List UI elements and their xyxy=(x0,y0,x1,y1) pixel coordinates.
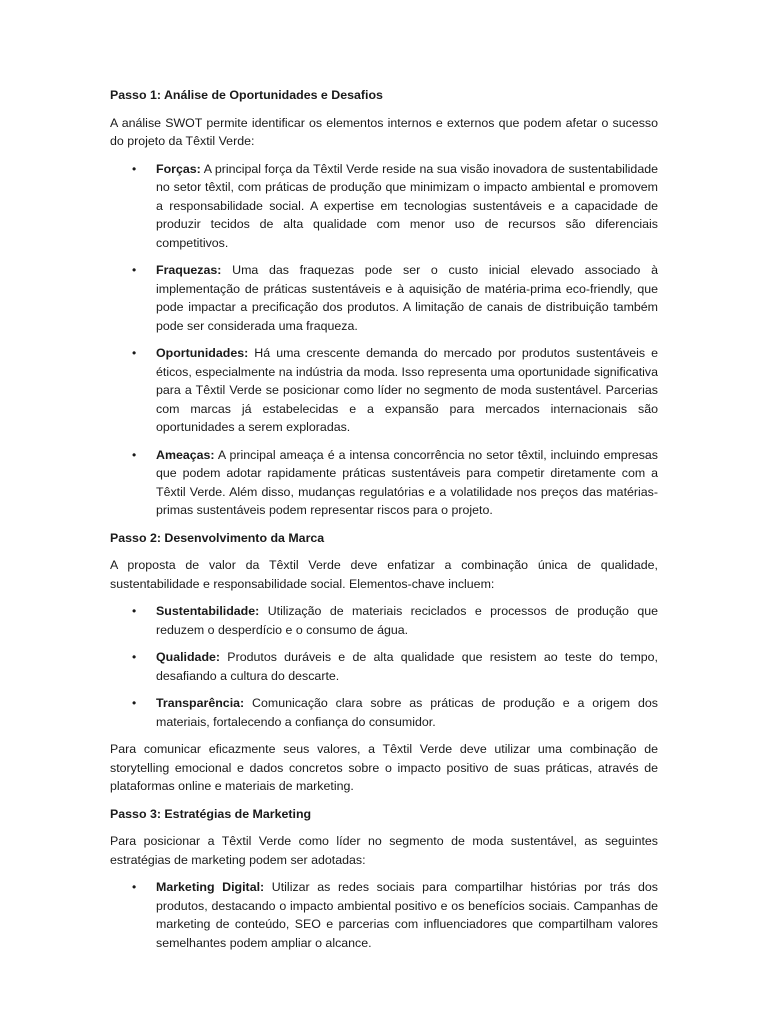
item-text: A principal ameaça é a intensa concorrência no setor têxtil, incluindo empresas que podem adotar rapidamente práticas sustentáveis para competir diretamente com a Têxtil Verde. Além disso, mudanças regulatórias e a volatilidade nos preços das matérias-primas sustentáveis podem representar riscos para o projeto. xyxy=(156,447,658,517)
bullet-icon: • xyxy=(132,696,137,710)
item-text: Produtos duráveis e de alta qualidade que resistem ao teste do tempo, desafiando a cultura do descarte. xyxy=(156,650,658,683)
step2-heading: Passo 2: Desenvolvimento da Marca xyxy=(110,530,325,545)
item-label: Qualidade: xyxy=(156,650,221,664)
list-item-forcas xyxy=(132,160,658,253)
step1-heading: Passo 1: Análise de Oportunidades e Desafios xyxy=(110,88,383,102)
item-text: Comunicação clara sobre as práticas de produção e a origem dos materiais, fortalecendo a confiança do consumidor. xyxy=(156,696,658,729)
step1-intro: A análise SWOT permite identificar os elementos internos e externos que podem afetar o sucesso do projeto da Têxtil Verde: xyxy=(110,115,658,148)
bullet-icon: • xyxy=(132,604,137,618)
bullet-icon: • xyxy=(132,880,137,894)
item-label: Ameaças: xyxy=(156,447,215,462)
list-item-fraquezas xyxy=(132,261,658,335)
bullet-icon: • xyxy=(132,263,137,277)
list-item-ameacas xyxy=(132,446,658,520)
item-text: Há uma crescente demanda do mercado por produtos sustentáveis e éticos, especialmente na indústria da moda. Isso representa uma oportunidade significativa para a Têxtil Verde se posicionar como líder no segmento de moda sustentável. Parcerias com marcas já estabelecidas e a expansão para mercados internacionais são oportunidades a serem exploradas. xyxy=(156,346,658,434)
item-text: Uma das fraquezas pode ser o custo inicial elevado associado à implementação de práticas sustentáveis e à aquisição de matéria-prima eco-friendly, que pode impactar a precificação dos produtos. A limitação de canais de distribuição também pode ser considerada uma fraqueza. xyxy=(156,263,658,333)
marketing-list xyxy=(110,878,658,952)
item-label: Sustentabilidade: xyxy=(156,604,260,618)
swot-list xyxy=(110,160,658,520)
list-item-transparencia xyxy=(132,694,658,731)
item-label: Forças: xyxy=(156,161,201,176)
list-item-oportunidades xyxy=(132,344,658,437)
step3-heading: Passo 3: Estratégias de Marketing xyxy=(110,806,312,821)
bullet-icon: • xyxy=(132,650,137,664)
item-label: Marketing Digital: xyxy=(156,880,265,894)
item-text: Utilização de materiais reciclados e processos de produção que reduzem o desperdício e o consumo de água. xyxy=(156,604,658,637)
item-label: Fraquezas: xyxy=(156,263,222,277)
step2-closing: Para comunicar eficazmente seus valores, a Têxtil Verde deve utilizar uma combinação de storytelling emocional e dados concretos sobre o impacto positivo de suas práticas, através de plataformas online e materiais de marketing. xyxy=(110,742,658,793)
list-item-sustentabilidade xyxy=(132,602,658,639)
item-label: Transparência: xyxy=(156,696,245,710)
bullet-icon: • xyxy=(132,161,137,176)
list-item-qualidade xyxy=(132,648,658,685)
step3-intro: Para posicionar a Têxtil Verde como líder no segmento de moda sustentável, as seguintes estratégias de marketing podem ser adotadas: xyxy=(110,834,658,867)
bullet-icon: • xyxy=(132,447,137,462)
brand-values-list xyxy=(110,602,658,731)
step2-intro: A proposta de valor da Têxtil Verde deve enfatizar a combinação única de qualidade, sustentabilidade e responsabilidade social. Elementos-chave incluem: xyxy=(110,558,658,591)
item-text: A principal força da Têxtil Verde reside na sua visão inovadora de sustentabilidade no setor têxtil, com práticas de produção que minimizam o impacto ambiental e promovem a responsabilidade social. A expertise em tecnologias sustentáveis e a capacidade de produzir tecidos de alta qualidade com menor uso de recursos são diferenciais competitivos. xyxy=(156,161,658,250)
item-label: Oportunidades: xyxy=(156,346,249,360)
item-text: Utilizar as redes sociais para compartilhar histórias por trás dos produtos, destacando o impacto ambiental positivo e os benefícios sociais. Campanhas de marketing de conteúdo, SEO e parcerias com influenciadores que compartilham valores semelhantes podem ampliar o alcance. xyxy=(156,880,658,950)
bullet-icon: • xyxy=(132,346,137,360)
list-item-marketing-digital xyxy=(132,878,658,952)
